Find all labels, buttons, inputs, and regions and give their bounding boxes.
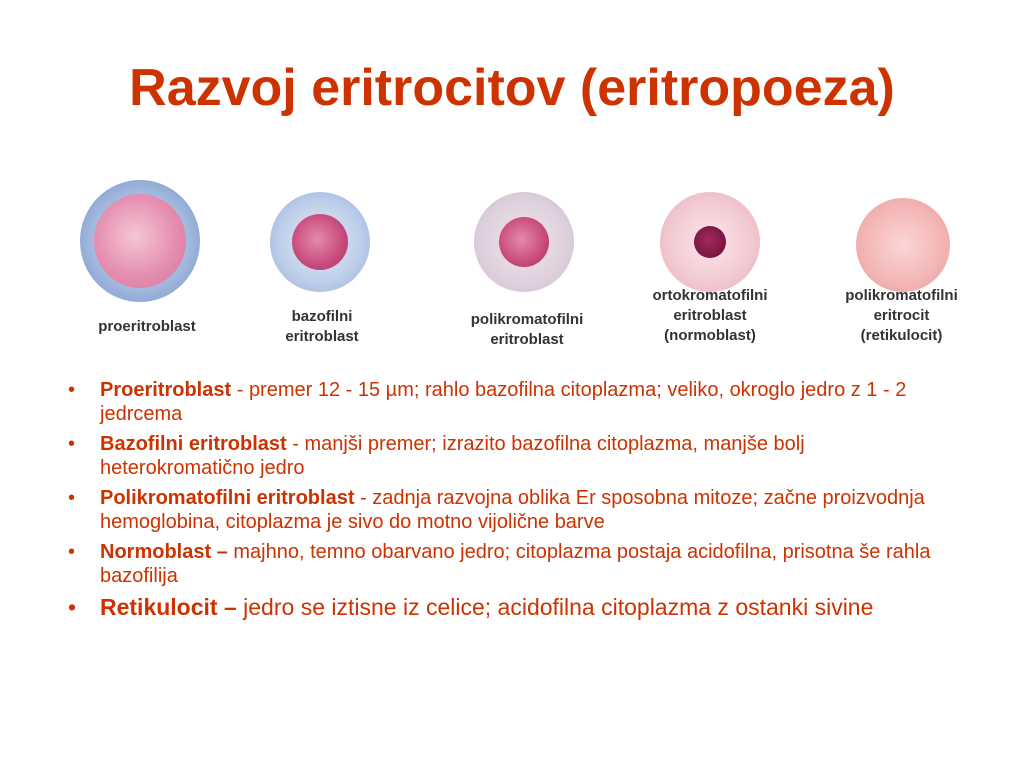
- bullet-text: majhno, temno obarvano jedro; citoplazma postaja acidofilna, prisotna še rahla bazofilija: [100, 541, 931, 587]
- bullet-term: Normoblast: [100, 541, 212, 563]
- bullet-list: [62, 378, 962, 627]
- bullet-term: Proeritroblast: [100, 379, 232, 401]
- bullet-text: jedro se iztisne iz celice; acidofilna citoplazma z ostanki sivine: [243, 594, 874, 620]
- list-item: [62, 486, 962, 534]
- bullet-term: Bazofilni eritroblast: [100, 433, 287, 455]
- proerythroblast-nucleus: [94, 194, 186, 288]
- cell-label-proeritroblast: proeritroblast: [98, 318, 196, 335]
- basophilic-erythroblast-nucleus: [292, 214, 348, 270]
- bullet-separator: –: [211, 541, 234, 563]
- list-item: [62, 594, 962, 621]
- bullet-text: manjši premer; izrazito bazofilna citoplazma, manjše bolj heterokromatično jedro: [100, 433, 805, 479]
- bullet-icon: •: [68, 594, 77, 620]
- polychromatophilic-erythroblast-nucleus: [499, 217, 549, 267]
- basophilic-erythroblast-cell: [270, 192, 370, 292]
- bullet-separator: -: [286, 433, 305, 455]
- list-item: [62, 432, 962, 480]
- cell-label-polikromatofilni-eritrocit: polikromatofilni eritrocit (retikulocit): [845, 287, 958, 344]
- bullet-text: zadnja razvojna oblika Er sposobna mitoze; začne proizvodnja hemoglobina, citoplazma je sivo do motno vijolične barve: [100, 487, 925, 533]
- bullet-icon: •: [68, 433, 76, 455]
- list-item: [62, 378, 962, 426]
- bullet-icon: •: [68, 379, 76, 401]
- erythropoiesis-figure: [62, 150, 967, 365]
- bullet-icon: •: [68, 487, 76, 509]
- polychromatophilic-erythroblast-cell: [474, 192, 574, 292]
- bullet-term: Retikulocit: [100, 594, 218, 620]
- orthochromatic-erythroblast-cell: [660, 192, 760, 292]
- bullet-separator: -: [231, 379, 249, 401]
- slide-title: Razvoj eritrocitov (eritropoeza): [129, 59, 895, 117]
- cell-label-polikromatofilni-eritroblast: polikromatofilni eritroblast: [470, 311, 584, 348]
- normoblast-nucleus: [694, 226, 726, 258]
- reticulocyte-cell: [856, 198, 950, 292]
- bullet-text: premer 12 - 15 µm; rahlo bazofilna citoplazma; veliko, okroglo jedro z 1 - 2 jedrcema: [100, 379, 907, 425]
- cell-label-bazofilni: bazofilni eritroblast: [285, 308, 359, 345]
- bullet-term: Polikromatofilni eritroblast: [100, 487, 355, 509]
- bullet-separator: –: [217, 594, 244, 620]
- list-item: [62, 540, 962, 588]
- cell-label-ortokromatofilni: ortokromatofilni eritroblast (normoblast): [652, 287, 768, 344]
- bullet-icon: •: [68, 541, 76, 563]
- bullet-separator: -: [354, 487, 373, 509]
- proerythroblast-cell: [80, 180, 200, 302]
